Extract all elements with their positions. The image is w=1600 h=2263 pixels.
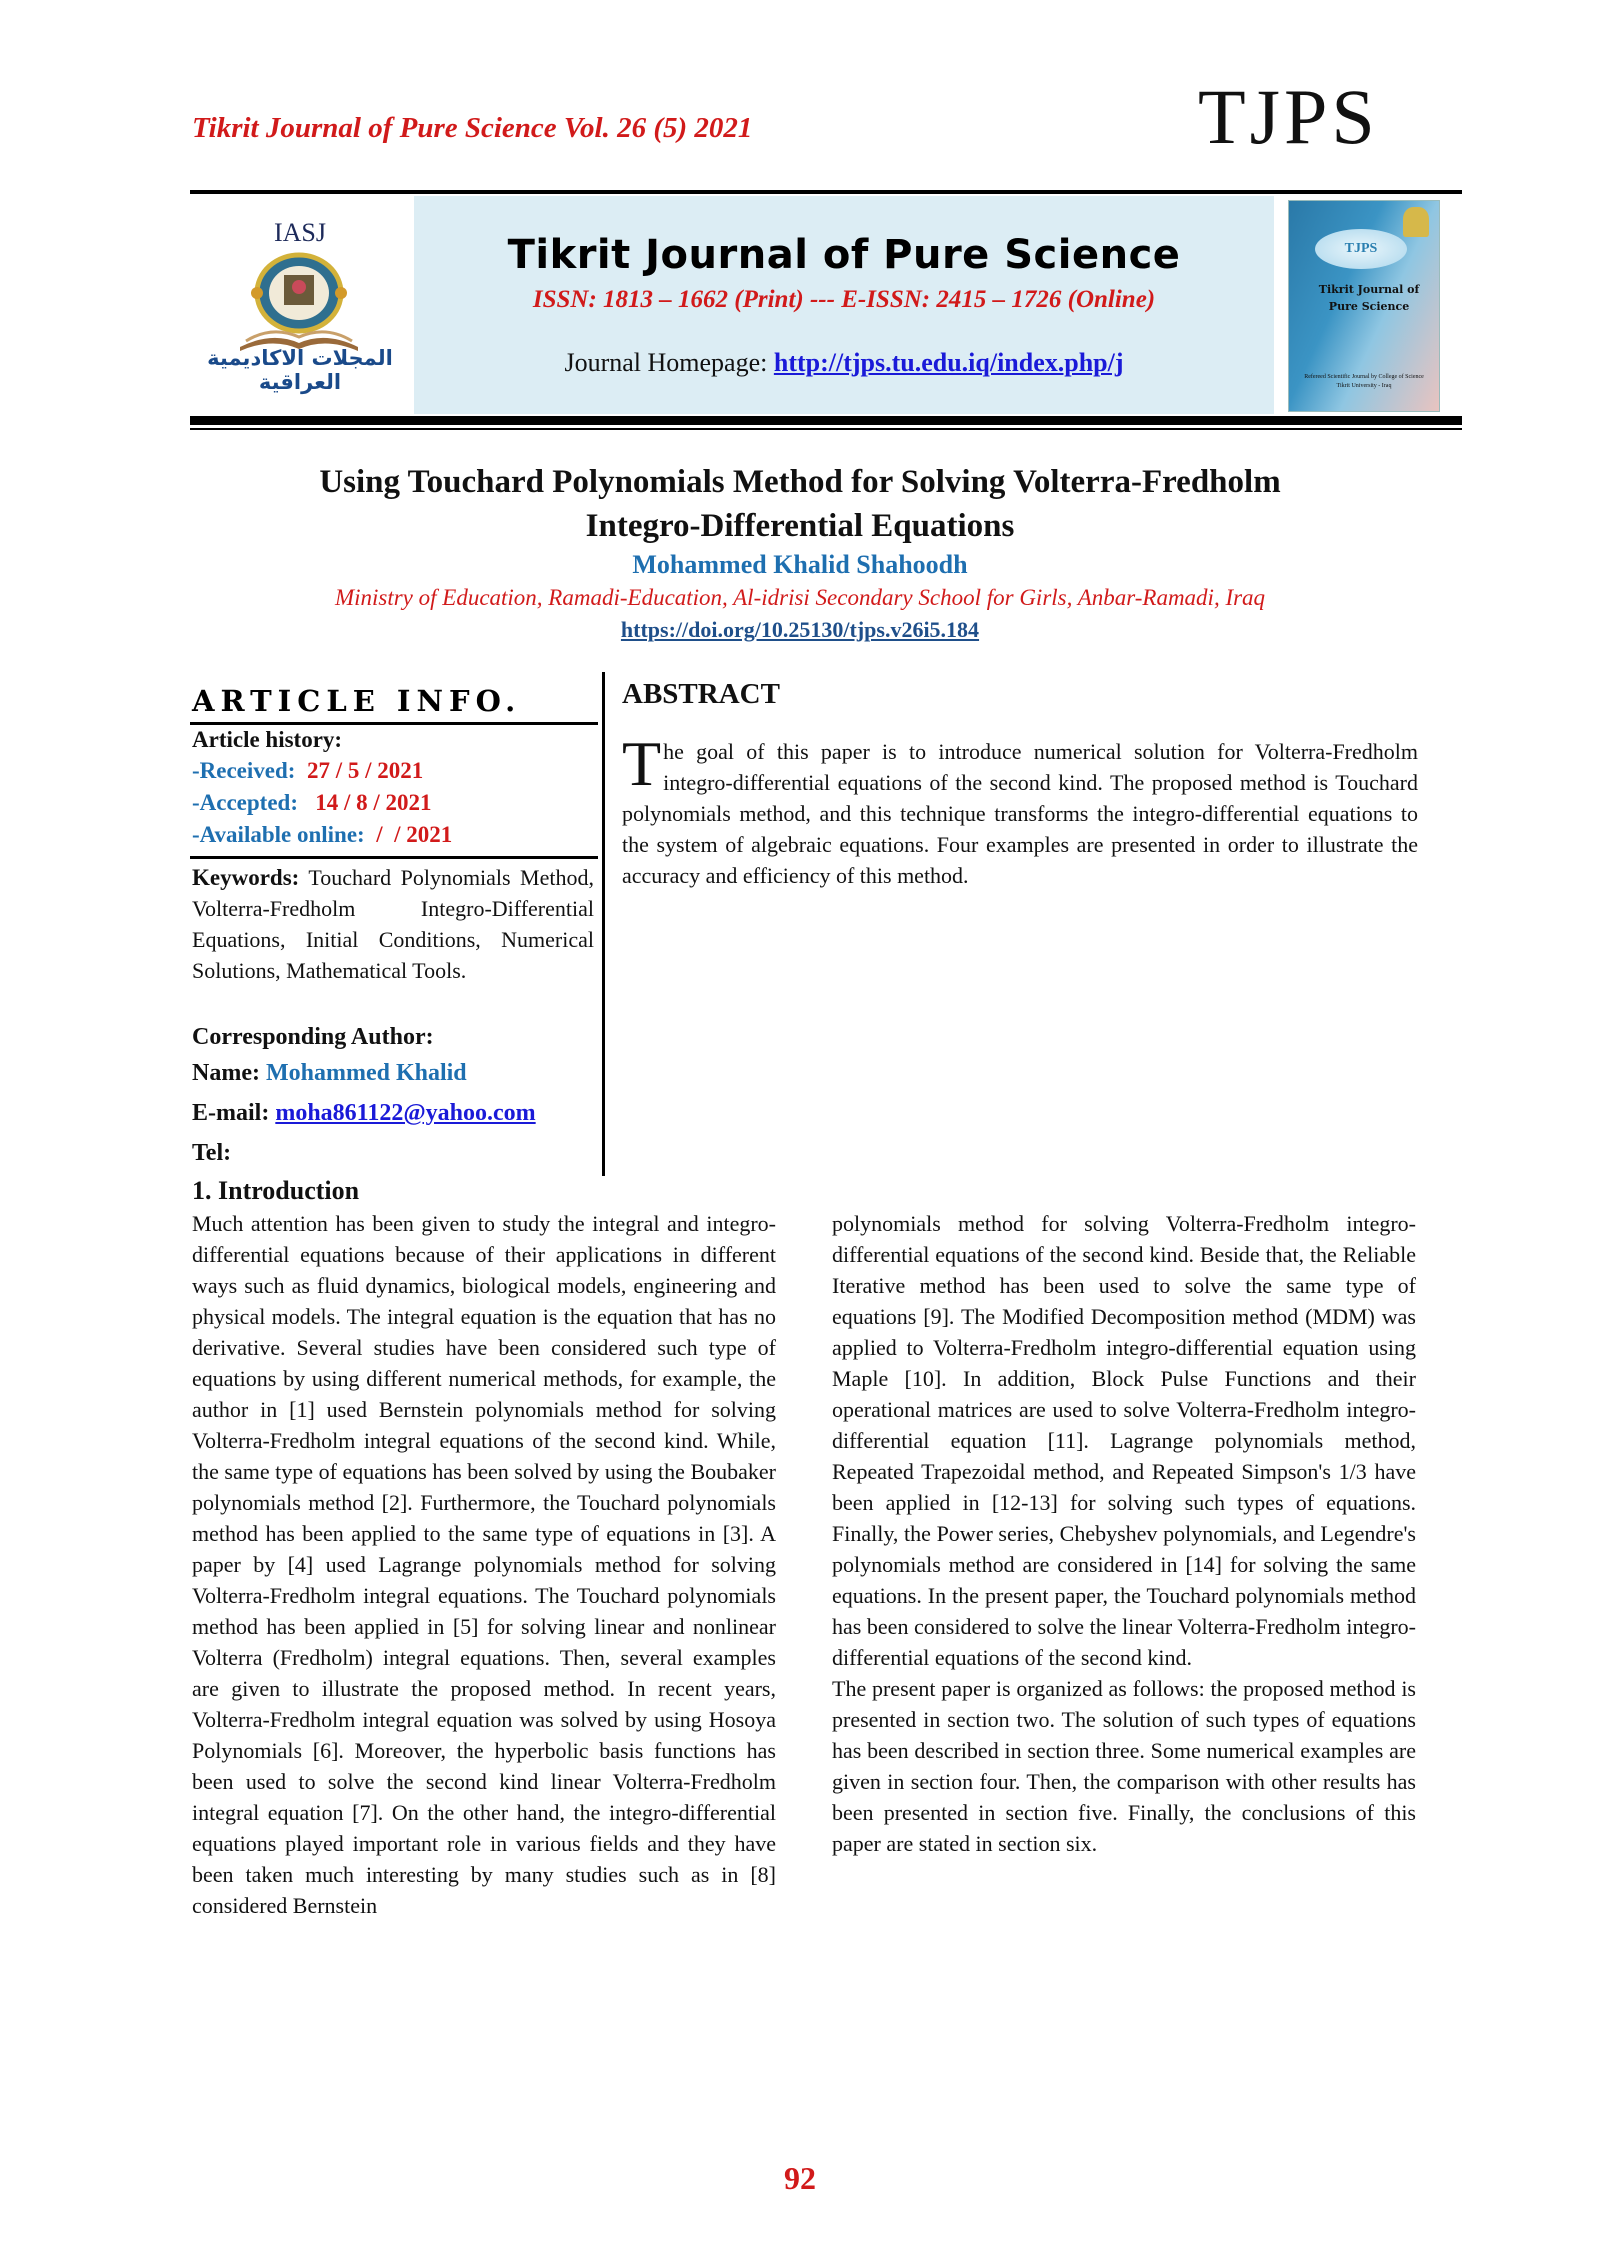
article-info-rule-bottom [190, 856, 598, 859]
keywords-label: Keywords: [192, 865, 300, 890]
journal-homepage [414, 348, 1274, 378]
masthead-bottom-rule-thin [190, 428, 1462, 430]
abstract-heading: ABSTRACT [622, 678, 780, 710]
history-available-online [192, 822, 452, 848]
homepage-link[interactable]: http://tjps.tu.edu.iq/index.php/j [773, 348, 1124, 377]
homepage-label: Journal Homepage: [564, 348, 774, 377]
introduction-right-column [832, 1208, 1416, 1859]
corresponding-author-label: Corresponding Author: [192, 1024, 434, 1050]
paper-title [192, 460, 1408, 548]
paper-title-line-1: Using Touchard Polynomials Method for Solving Volterra-Fredholm [319, 464, 1281, 500]
journal-title: Tikrit Journal of Pure Science [507, 232, 1181, 278]
article-info-heading: ARTICLE INFO. [192, 684, 522, 718]
author-name: Mohammed Khalid Shahoodh [632, 550, 968, 579]
column-divider [602, 672, 605, 1176]
intro-paragraph-1: Much attention has been given to study the integral and integro-differential equations because of their applications in different ways such as fluid dynamics, biological models, engineering and physical models. The integral equation is the equation that has no derivative. Several studies have been considered such type of equations by using different numerical methods, for example, the author in [1] used Bernstein polynomials method for solving Volterra-Fredholm integral equations of the second kind. While, the same type of equations has been solved by using the Boubaker polynomials method [2]. Furthermore, the Touchard polynomials method has been applied to the same type of equations in [3]. A paper by [4] used Lagrange polynomials method for solving Volterra-Fredholm integral equations. The Touchard polynomials method has been applied in [5] for solving linear and nonlinear Volterra (Fredholm) integral equations. Then, several examples are given to illustrate the proposed method. In recent years, Volterra-Fredholm integral equation was solved by using Hosoya Polynomials [6]. Moreover, the hyperbolic basis functions has been used to solve the second kind linear Volterra-Fredholm integral equation [7]. On the other hand, the integro-differential equations played important role in various fields and they have been taken much interesting by many studies such as in [8] considered Bernstein [192, 1211, 776, 1918]
tjps-wordmark: TJPS [1198, 73, 1379, 160]
iasj-logo [190, 196, 410, 414]
cover-title: Tikrit Journal of Pure Science [1318, 283, 1420, 313]
university-crest-icon [1403, 207, 1429, 237]
masthead-bottom-rule-thick [190, 416, 1462, 425]
introduction-heading: 1. Introduction [192, 1176, 360, 1205]
abstract-text: he goal of this paper is to introduce numerical solution for Volterra-Fredholm integro-differential equations of the second kind. The proposed method is Touchard polynomials method, and this technique transforms the integro-differential equations to the system of algebraic equations. Four examples are presented in order to illustrate the accuracy and efficiency of this method. [622, 739, 1418, 888]
corresponding-name [192, 1060, 467, 1087]
keywords-text: Touchard Polynomials Method, Volterra-Fredholm Integro-Differential Equations, Initial Conditions, Numerical Solutions, Mathematical Tools. [192, 865, 594, 983]
paper-title-line-2: Integro-Differential Equations [585, 508, 1015, 544]
received-label: -Received: [192, 758, 296, 783]
page-number: 92 [784, 2160, 816, 2196]
available-online-date: / / 2021 [364, 822, 453, 847]
masthead-top-rule [190, 190, 1462, 194]
abstract-body [622, 728, 1418, 891]
article-history-label: Article history: [192, 727, 343, 752]
intro-paragraph-2: polynomials method for solving Volterra-Fredholm integro-differential equations of the second kind. Beside that, the Reliable Iterative method has been used to solve the same type of equations [9]. The Modified Decomposition method (MDM) was applied to Volterra-Fredholm integro-differential equation using Maple [10]. In addition, Block Pulse Functions and their operational matrices are used to solve Volterra-Fredholm integro-differential equation [11]. Lagrange polynomials method, Repeated Trapezoidal method, and Repeated Simpson's 1/3 have been applied in [12-13] for solving such types of equations. Finally, the Power series, Chebyshev polynomials, and Legendre's polynomials method are considered in [14] for solving the same equations. In the present paper, the Touchard polynomials method has been considered to solve the linear Volterra-Fredholm integro-differential equations of the second kind. [832, 1211, 1416, 1670]
iasj-emblem-icon [232, 251, 366, 361]
cover-background [1288, 200, 1440, 412]
running-header-journal: Tikrit Journal of Pure Science Vol. 26 (5) 2021 [192, 112, 753, 144]
name-label: Name: [192, 1060, 266, 1086]
abstract-dropcap: T [622, 728, 662, 799]
cover-oval-badge: TJPS [1315, 229, 1407, 269]
doi [192, 617, 1408, 643]
masthead-band [414, 196, 1274, 414]
email-label: E-mail: [192, 1100, 276, 1126]
name-value: Mohammed Khalid [265, 1060, 467, 1086]
accepted-date: 14 / 8 / 2021 [298, 790, 432, 815]
author-affiliation: Ministry of Education, Ramadi-Education, Al-idrisi Secondary School for Girls, Anbar-Ramadi, Iraq [334, 585, 1266, 610]
article-info-rule-top [190, 722, 598, 725]
email-link[interactable]: moha861122@yahoo.com [275, 1100, 536, 1126]
cover-footer: Refereed Scientific Journal by College of Science Tikrit University - Iraq [1304, 374, 1424, 389]
corresponding-tel-label: Tel: [192, 1140, 232, 1166]
accepted-label: -Accepted: [192, 790, 299, 815]
intro-paragraph-3: The present paper is organized as follows: the proposed method is presented in section two. The solution of such types of equations has been described in section three. Some numerical examples are given in section four. Then, the comparison with other results has been presented in section five. Finally, the conclusions of this paper are stated in section six. [832, 1676, 1416, 1856]
keywords [192, 862, 594, 986]
introduction-left-column [192, 1208, 776, 1921]
iasj-acronym: IASJ [273, 218, 326, 247]
corresponding-email [192, 1100, 536, 1127]
journal-cover-image [1282, 196, 1446, 414]
doi-link[interactable]: https://doi.org/10.25130/tjps.v26i5.184 [620, 617, 980, 642]
history-received [192, 758, 423, 784]
received-date: 27 / 5 / 2021 [295, 758, 424, 783]
available-online-label: -Available online: [192, 822, 365, 847]
iasj-arabic-caption: المجلات الاكاديمية العراقية [207, 346, 393, 394]
journal-issn: ISSN: 1813 – 1662 (Print) --- E-ISSN: 2415 – 1726 (Online) [532, 286, 1156, 313]
history-accepted [192, 790, 432, 816]
